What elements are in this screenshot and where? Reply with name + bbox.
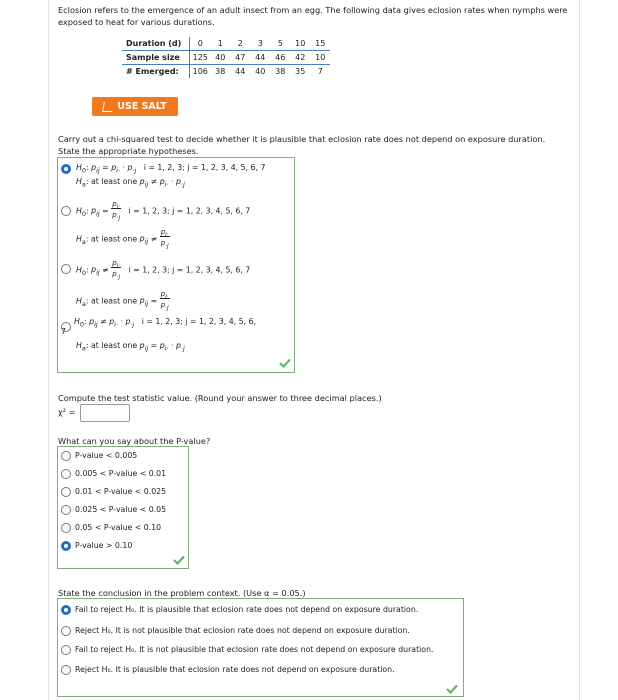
problem-intro: Eclosion refers to the emergence of an adult insect from an egg. The following data gives eclosion rates when nymphs were exposed to heat for various durations. [58, 5, 568, 27]
conclusion-option-2-label: Reject H₀. It is not plausible that eclosion rate does not depend on exposure duration. [75, 626, 410, 635]
table-cell: 35 [295, 67, 306, 76]
table-cell: 46 [270, 51, 290, 65]
row-label: # Emerged: [122, 65, 190, 79]
table-cell: 0 [190, 37, 211, 51]
index-text-wrap: 7 [61, 327, 66, 336]
pvalue-prompt: What can you say about the P-value? [58, 436, 211, 446]
pvalue-option-6-radio[interactable] [61, 541, 71, 551]
alt-prefix: at least one [90, 234, 138, 244]
hypothesis-option-3-null: $H_0$: $p_{ij} \ne \frac{p_{i\cdot}}{p_{\cdot j}}$ i = 1, 2, 3; j = 1, 2, 3, 4, 5, 6, 7 [76, 259, 251, 281]
table-cell: 40 [255, 67, 266, 76]
conclusion-option-4-label: Reject H₀. It is plausible that eclosion rate does not depend on exposure duration. [75, 665, 395, 674]
table-cell: 5 [270, 37, 290, 51]
conclusion-option-1-label: Fail to reject H₀. It is plausible that eclosion rate does not depend on exposure duration. [75, 605, 419, 614]
alt-prefix: at least one [90, 296, 138, 306]
hypothesis-option-2-radio[interactable] [61, 206, 71, 216]
table-cell: 106 [192, 67, 208, 76]
table-cell: 125 [190, 51, 211, 65]
pvalue-option-1-radio[interactable] [61, 451, 71, 461]
pvalue-option-3-label: 0.01 < P-value < 0.025 [75, 487, 167, 496]
table-cell: 38 [275, 67, 286, 76]
alt-prefix: at least one [90, 177, 138, 186]
conclusion-prompt: State the conclusion in the problem context. (Use α = 0.05.) [58, 588, 306, 598]
salt-label: USE SALT [117, 101, 167, 112]
table-cell: 40 [210, 51, 230, 65]
data-table [122, 37, 330, 78]
fraction: $\frac{p_{i\cdot}}{p_{\cdot j}}$ [160, 228, 169, 250]
table-cell: 42 [290, 51, 310, 65]
table-row [122, 65, 330, 79]
conclusion-option-1-radio[interactable] [61, 605, 71, 615]
statistic-prompt: Compute the test statistic value. (Round your answer to three decimal places.) [58, 393, 382, 403]
table-cell: 47 [230, 51, 250, 65]
table-row [122, 51, 330, 65]
conclusion-option-2-radio[interactable] [61, 626, 71, 636]
hypothesis-option-2-null: $H_0$: $p_{ij} = \frac{p_{i\cdot}}{p_{\cdot j}}$ i = 1, 2, 3; j = 1, 2, 3, 4, 5, 6, 7 [76, 200, 251, 222]
pvalue-option-4-radio[interactable] [61, 505, 71, 515]
salt-icon [102, 102, 114, 112]
test-statistic-input[interactable] [80, 404, 130, 422]
hypothesis-option-3-radio[interactable] [61, 264, 71, 274]
table-cell: 10 [310, 51, 330, 65]
pvalue-option-1-label: P-value < 0.005 [75, 451, 138, 460]
table-cell: 15 [310, 37, 330, 51]
correct-check-icon [173, 555, 185, 565]
hypothesis-option-2-alt: $H_a$: at least one $p_{ij} \ne \frac{p_{i\cdot}}{p_{\cdot j}}$ [76, 228, 169, 250]
hypothesis-option-3-alt: $H_a$: at least one $p_{ij} = \frac{p_{i\cdot}}{p_{\cdot j}}$ [76, 290, 169, 312]
pvalue-option-2-radio[interactable] [61, 469, 71, 479]
index-text: i = 1, 2, 3; j = 1, 2, 3, 4, 5, 6, 7 [143, 163, 266, 172]
task-text: Carry out a chi-squared test to decide whether it is plausible that eclosion rate does not depend on exposure duration. [58, 134, 546, 144]
pvalue-option-2-label: 0.005 < P-value < 0.01 [75, 469, 167, 478]
pvalue-option-5-radio[interactable] [61, 523, 71, 533]
table-cell: 38 [215, 67, 226, 76]
correct-check-icon [446, 684, 458, 694]
table-cell: 44 [235, 67, 246, 76]
hypothesis-prompt: State the appropriate hypotheses. [58, 146, 199, 156]
table-cell: 44 [250, 51, 270, 65]
index-text: i = 1, 2, 3; j = 1, 2, 3, 4, 5, 6, 7 [128, 265, 251, 275]
hypothesis-option-1-null: $H_0$: $p_{ij} = p_{i\cdot} \cdot p_{\cdot j}$ i = 1, 2, 3; j = 1, 2, 3, 4, 5, 6, 7 [76, 163, 266, 175]
table-cell: 7 [317, 67, 323, 76]
conclusion-option-3-label: Fail to reject H₀. It is not plausible that eclosion rate does not depend on exposure duration. [75, 645, 434, 654]
fraction: $\frac{p_{i\cdot}}{p_{\cdot j}}$ [112, 259, 121, 281]
table-cell: 1 [210, 37, 230, 51]
table-cell: 10 [290, 37, 310, 51]
table-cell: 3 [250, 37, 270, 51]
row-label: Sample size [122, 51, 190, 65]
hypothesis-option-1-radio[interactable] [61, 164, 71, 174]
conclusion-option-3-radio[interactable] [61, 645, 71, 655]
row-label: Duration (d) [122, 37, 190, 51]
pvalue-option-5-label: 0.05 < P-value < 0.10 [75, 523, 162, 532]
alt-prefix: at least one [90, 341, 138, 350]
hypothesis-option-1-alt: $H_a$: at least one $p_{ij} \ne p_{i\cdot} \cdot p_{\cdot j}$ [76, 177, 185, 189]
pvalue-option-3-radio[interactable] [61, 487, 71, 497]
index-text: i = 1, 2, 3; j = 1, 2, 3, 4, 5, 6, 7 [128, 206, 251, 216]
table-row [122, 37, 330, 51]
index-text: i = 1, 2, 3; j = 1, 2, 3, 4, 5, 6, [141, 317, 256, 326]
correct-check-icon [279, 358, 291, 368]
fraction: $\frac{p_{i\cdot}}{p_{\cdot j}}$ [160, 290, 169, 312]
hypothesis-option-4-alt: $H_a$: at least one $p_{ij} = p_{i\cdot} \cdot p_{\cdot j}$ [76, 341, 185, 353]
use-salt-button[interactable] [92, 97, 178, 116]
table-cell: 2 [230, 37, 250, 51]
pvalue-option-6-label: P-value > 0.10 [75, 541, 133, 550]
chi-square-label: χ² = [58, 407, 76, 417]
pvalue-option-4-label: 0.025 < P-value < 0.05 [75, 505, 167, 514]
conclusion-option-4-radio[interactable] [61, 665, 71, 675]
fraction: $\frac{p_{i\cdot}}{p_{\cdot j}}$ [112, 200, 121, 222]
hypothesis-option-4-null: $H_0$: $p_{ij} \ne p_{i\cdot} \cdot p_{\cdot j}$ i = 1, 2, 3; j = 1, 2, 3, 4, 5, 6, [74, 317, 256, 329]
